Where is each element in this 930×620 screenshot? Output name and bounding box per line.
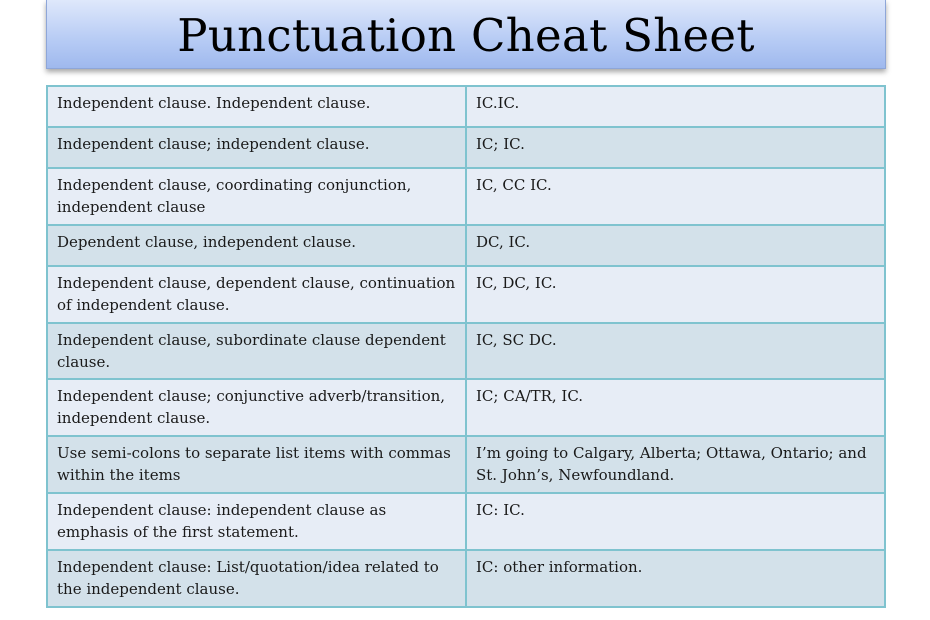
pattern-cell: IC, DC, IC. <box>466 266 885 323</box>
pattern-cell: IC: IC. <box>466 493 885 550</box>
table-row <box>47 127 885 168</box>
page-title: Punctuation Cheat Sheet <box>177 8 755 62</box>
table-row <box>47 493 885 550</box>
punctuation-table <box>46 85 886 608</box>
table-row <box>47 323 885 379</box>
pattern-cell: IC; IC. <box>466 127 885 168</box>
pattern-cell: IC; CA/TR, IC. <box>466 379 885 436</box>
pattern-cell: IC.IC. <box>466 86 885 127</box>
table-row <box>47 266 885 323</box>
rule-cell: Independent clause. Independent clause. <box>47 86 466 127</box>
rule-cell: Independent clause: independent clause as emphasis of the first statement. <box>47 493 466 550</box>
table-row <box>47 550 885 607</box>
pattern-cell: I’m going to Calgary, Alberta; Ottawa, Ontario; and St. John’s, Newfoundland. <box>466 436 885 493</box>
rule-cell: Independent clause; independent clause. <box>47 127 466 168</box>
rule-cell: Independent clause, coordinating conjunction, independent clause <box>47 168 466 225</box>
table-row <box>47 86 885 127</box>
pattern-cell: IC, SC DC. <box>466 323 885 379</box>
pattern-cell: IC: other information. <box>466 550 885 607</box>
rule-cell: Independent clause; conjunctive adverb/transition, independent clause. <box>47 379 466 436</box>
pattern-cell: IC, CC IC. <box>466 168 885 225</box>
table-row <box>47 379 885 436</box>
rule-cell: Dependent clause, independent clause. <box>47 225 466 266</box>
rule-cell: Independent clause: List/quotation/idea related to the independent clause. <box>47 550 466 607</box>
rule-cell: Use semi-colons to separate list items with commas within the items <box>47 436 466 493</box>
rule-cell: Independent clause, dependent clause, continuation of independent clause. <box>47 266 466 323</box>
table-row <box>47 436 885 493</box>
pattern-cell: DC, IC. <box>466 225 885 266</box>
table-row <box>47 168 885 225</box>
title-banner <box>46 0 886 69</box>
table-row <box>47 225 885 266</box>
rule-cell: Independent clause, subordinate clause dependent clause. <box>47 323 466 379</box>
